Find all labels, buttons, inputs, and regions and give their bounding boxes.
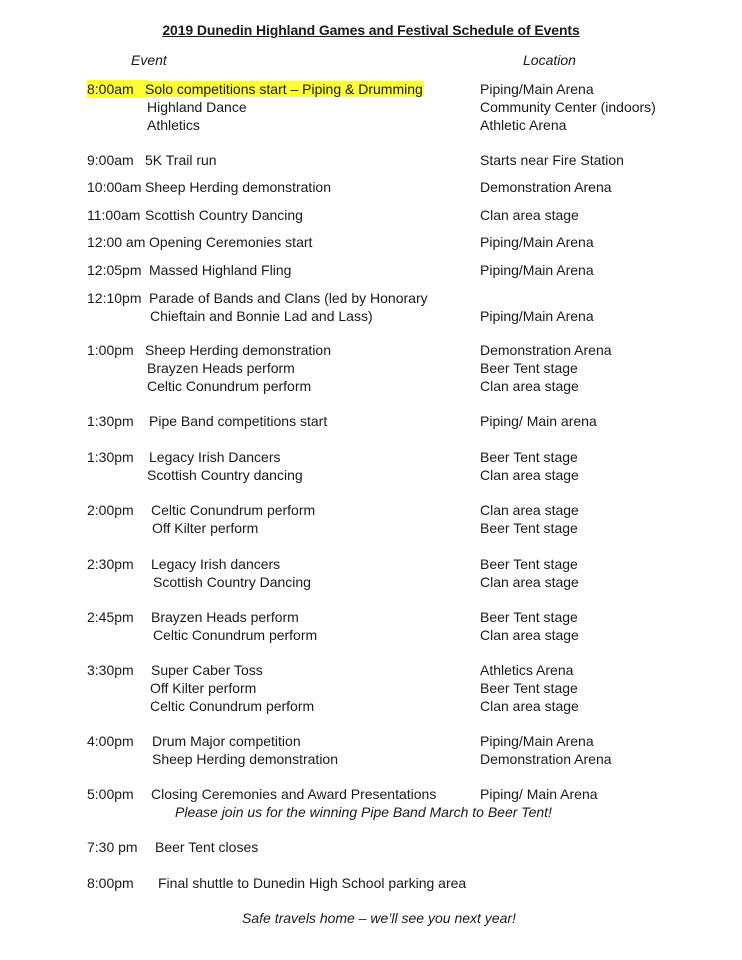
event-location: Clan area stage — [480, 207, 579, 223]
event-name: Beer Tent closes — [155, 839, 259, 855]
event-name: Massed Highland Fling — [149, 262, 292, 278]
event-name — [145, 80, 424, 98]
event-name: Drum Major competition — [152, 733, 301, 749]
event-time: 3:30pm — [87, 662, 134, 678]
event-location: Beer Tent stage — [480, 556, 578, 572]
event-location: Beer Tent stage — [480, 609, 578, 625]
event-time: 12:05pm — [87, 262, 142, 278]
event-location: Demonstration Arena — [480, 750, 612, 767]
event-location: Piping/Main Arena — [480, 81, 594, 97]
event-time: 10:00am — [87, 179, 142, 195]
event-time: 7:30 pm — [87, 839, 138, 855]
event-name: Scottish Country Dancing — [153, 573, 311, 590]
event-location: Piping/ Main arena — [480, 413, 597, 429]
event-location: Clan area stage — [480, 466, 579, 483]
event-note: Please join us for the winning Pipe Band March to Beer Tent! — [175, 803, 552, 820]
event-time: 5:00pm — [87, 786, 134, 802]
event-name: Celtic Conundrum perform — [153, 626, 318, 643]
event-location: Athletic Arena — [480, 116, 567, 133]
event-time: 12:10pm — [87, 290, 142, 306]
event-location: Clan area stage — [480, 502, 579, 518]
column-header-event: Event — [131, 52, 167, 68]
event-name: Sheep Herding demonstration — [145, 342, 332, 358]
event-location: Piping/Main Arena — [480, 234, 594, 250]
event-name: Legacy Irish Dancers — [149, 449, 281, 465]
event-time: 2:00pm — [87, 502, 134, 518]
event-location: Demonstration Arena — [480, 179, 612, 195]
event-location: Clan area stage — [480, 697, 579, 714]
event-location: Clan area stage — [480, 573, 579, 590]
event-name: Parade of Bands and Clans (led by Honorary — [149, 290, 428, 306]
event-name: Scottish Country Dancing — [145, 207, 303, 223]
event-name: Brayzen Heads perform — [151, 609, 299, 625]
event-name: Opening Ceremonies start — [149, 234, 313, 250]
event-location: Starts near Fire Station — [480, 152, 624, 168]
event-name: Celtic Conundrum perform — [150, 697, 315, 714]
event-location: Demonstration Arena — [480, 342, 612, 358]
event-name: Highland Dance — [147, 98, 247, 115]
event-location: Piping/Main Arena — [480, 307, 594, 324]
event-name: Legacy Irish dancers — [151, 556, 281, 572]
event-name: Final shuttle to Dunedin High School parking area — [158, 875, 467, 891]
event-time: 1:30pm — [87, 413, 134, 429]
event-location: Piping/Main Arena — [480, 733, 594, 749]
event-time: 2:45pm — [87, 609, 134, 625]
event-time: 8:00pm — [87, 875, 134, 891]
event-name: Off Kilter perform — [150, 679, 257, 696]
event-location: Beer Tent stage — [480, 519, 578, 536]
event-name: Off Kilter perform — [152, 519, 259, 536]
event-time: 1:00pm — [87, 342, 134, 358]
event-name: 5K Trail run — [145, 152, 217, 168]
event-location: Beer Tent stage — [480, 359, 578, 376]
event-time: 11:00am — [87, 207, 141, 223]
event-time: 4:00pm — [87, 733, 134, 749]
event-name: Celtic Conundrum perform — [147, 377, 312, 394]
event-time: 1:30pm — [87, 449, 134, 465]
column-header-location: Location — [523, 52, 576, 68]
event-location: Beer Tent stage — [480, 449, 578, 465]
event-location: Piping/Main Arena — [480, 262, 594, 278]
event-name: Sheep Herding demonstration — [152, 750, 339, 767]
event-time: 8:00am — [87, 80, 148, 98]
event-name: Athletics — [147, 116, 200, 133]
event-location: Beer Tent stage — [480, 679, 578, 696]
event-location: Community Center (indoors) — [480, 98, 656, 115]
closing-message: Safe travels home – we’ll see you next year! — [242, 910, 516, 926]
event-name: Brayzen Heads perform — [147, 359, 295, 376]
event-name: Scottish Country dancing — [147, 466, 303, 483]
event-location: Athletics Arena — [480, 662, 574, 678]
event-time: 9:00am — [87, 152, 134, 168]
event-name-continued: Chieftain and Bonnie Lad and Lass) — [150, 307, 373, 324]
event-location: Piping/ Main Arena — [480, 786, 598, 802]
event-time: 12:00 am — [87, 234, 146, 250]
event-name: Sheep Herding demonstration — [145, 179, 332, 195]
event-name: Closing Ceremonies and Award Presentations — [151, 786, 437, 802]
highlighted-event: Solo competitions start – Piping & Drumming — [139, 81, 424, 97]
event-location: Clan area stage — [480, 377, 579, 394]
event-name: Celtic Conundrum perform — [151, 502, 316, 518]
event-name: Super Caber Toss — [151, 662, 263, 678]
event-time: 2:30pm — [87, 556, 134, 572]
event-name: Pipe Band competitions start — [149, 413, 328, 429]
document-title: 2019 Dunedin Highland Games and Festival Schedule of Events — [162, 22, 580, 38]
event-location: Clan area stage — [480, 626, 579, 643]
